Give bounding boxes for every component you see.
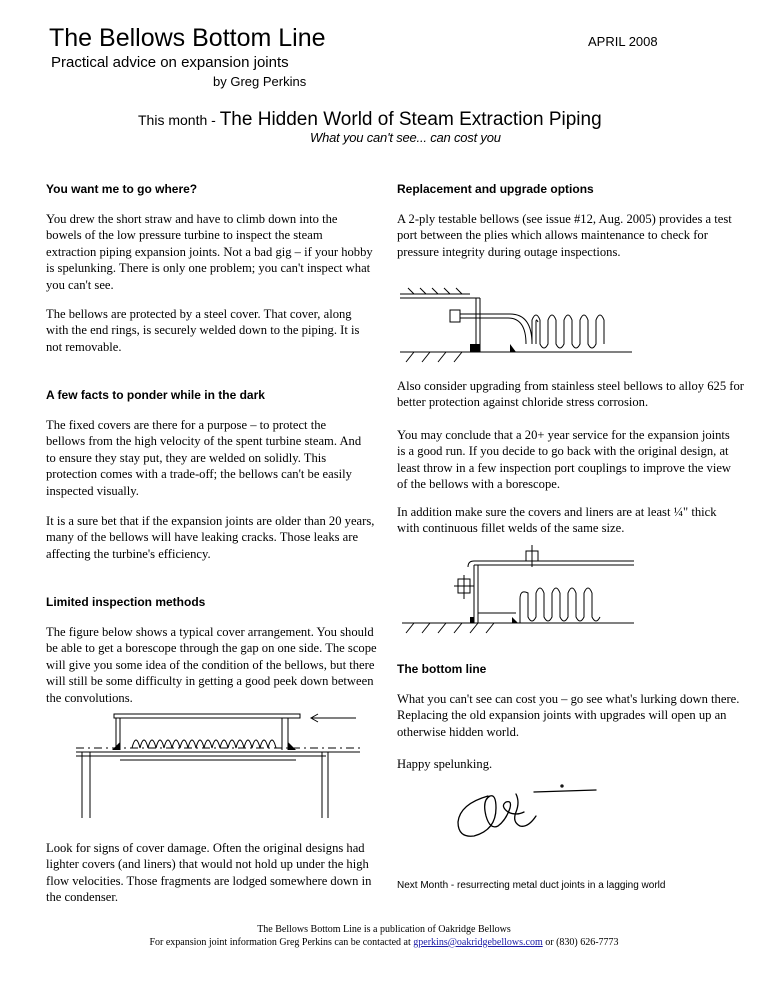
paragraph: In addition make sure the covers and liners are at least ¼" thick with continuous fillet welds of the same size. [397, 505, 717, 536]
paragraph: The fixed covers are there for a purpose – to protect the bellows from the high velocity of the spent turbine steam. And to ensure they stay put, they are welded on solidly. This protection comes with a trade-off; the bellows can't be easily inspected visually. [46, 418, 362, 498]
footer-publication-line: The Bellows Bottom Line is a publication of Oakridge Bellows [257, 924, 511, 935]
tagline: What you can't see... can cost you [310, 130, 501, 145]
paragraph: A 2-ply testable bellows (see issue #12, Aug. 2005) provides a test port between the plies which allows maintenance to check for pressure integrity during outage inspections. [397, 212, 732, 259]
paragraph: You may conclude that a 20+ year service for the expansion joints is a good run. If you decide to go back with the original design, at least throw in a few inspection port couplings to improve the view of the bellows with a borescope. [397, 428, 732, 492]
this-month-title: The Hidden World of Steam Extraction Piping [219, 109, 602, 130]
byline: by Greg Perkins [213, 74, 307, 89]
email-link[interactable]: gperkins@oakridgebellows.com [413, 936, 543, 948]
test-port-figure [400, 278, 632, 368]
cover-liner-weld-figure [402, 545, 634, 635]
paragraph: The figure below shows a typical cover arrangement. You should be able to get a borescope through the gap on one side. The scope will give you some idea of the condition of the bellows, but there will still be some difficulty in getting a good peek down between the convolutions. [46, 625, 377, 705]
signature [452, 782, 612, 842]
paragraph: It is a sure bet that if the expansion joints are older than 20 years, many of the bellows will have leaking cracks. Those leaks are affecting the turbine's efficiency. [46, 514, 375, 561]
section-heading-bottom-line: The bottom line [397, 662, 487, 676]
paragraph: You drew the short straw and have to climb down into the bowels of the low pressure turbine to inspect the steam extraction piping expansion joints. Not a bad gig – if your hobby is spelunking. There is only one problem; you can't inspect what you can't see. [46, 212, 373, 292]
section-heading-replacement: Replacement and upgrade options [397, 182, 594, 196]
newsletter-subtitle: Practical advice on expansion joints [51, 54, 289, 71]
footer-contact-prefix: For expansion joint information Greg Perkins can be contacted at [149, 936, 411, 948]
paragraph: Look for signs of cover damage. Often the original designs had lighter covers (and liners) that would not hold up under the high flow velocities. Those fragments are lodged somewhere down in the condenser. [46, 841, 372, 905]
paragraph: Also consider upgrading from stainless steel bellows to alloy 625 for better protection against chloride stress corrosion. [397, 379, 744, 410]
newsletter-title: The Bellows Bottom Line [49, 24, 326, 52]
footer-contact-line [0, 937, 768, 950]
this-month-line [138, 109, 602, 131]
section-heading-where: You want me to go where? [46, 182, 198, 196]
this-month-prefix: This month - [138, 112, 216, 128]
paragraph: What you can't see can cost you – go see what's lurking down there. Replacing the old expansion joints with upgrades will open up an otherwise hidden world. [397, 692, 740, 739]
footer [0, 924, 768, 949]
paragraph: Happy spelunking. [397, 757, 493, 771]
issue-date: APRIL 2008 [588, 34, 658, 49]
next-month-note: Next Month - resurrecting metal duct joints in a lagging world [397, 880, 666, 891]
cover-arrangement-figure [76, 708, 360, 818]
paragraph: The bellows are protected by a steel cover. That cover, along with the end rings, is securely welded down to the piping. It is not removable. [46, 307, 360, 354]
footer-contact-suffix: or (830) 626-7773 [545, 936, 619, 948]
section-heading-facts: A few facts to ponder while in the dark [46, 388, 265, 402]
section-heading-inspection: Limited inspection methods [46, 595, 206, 609]
